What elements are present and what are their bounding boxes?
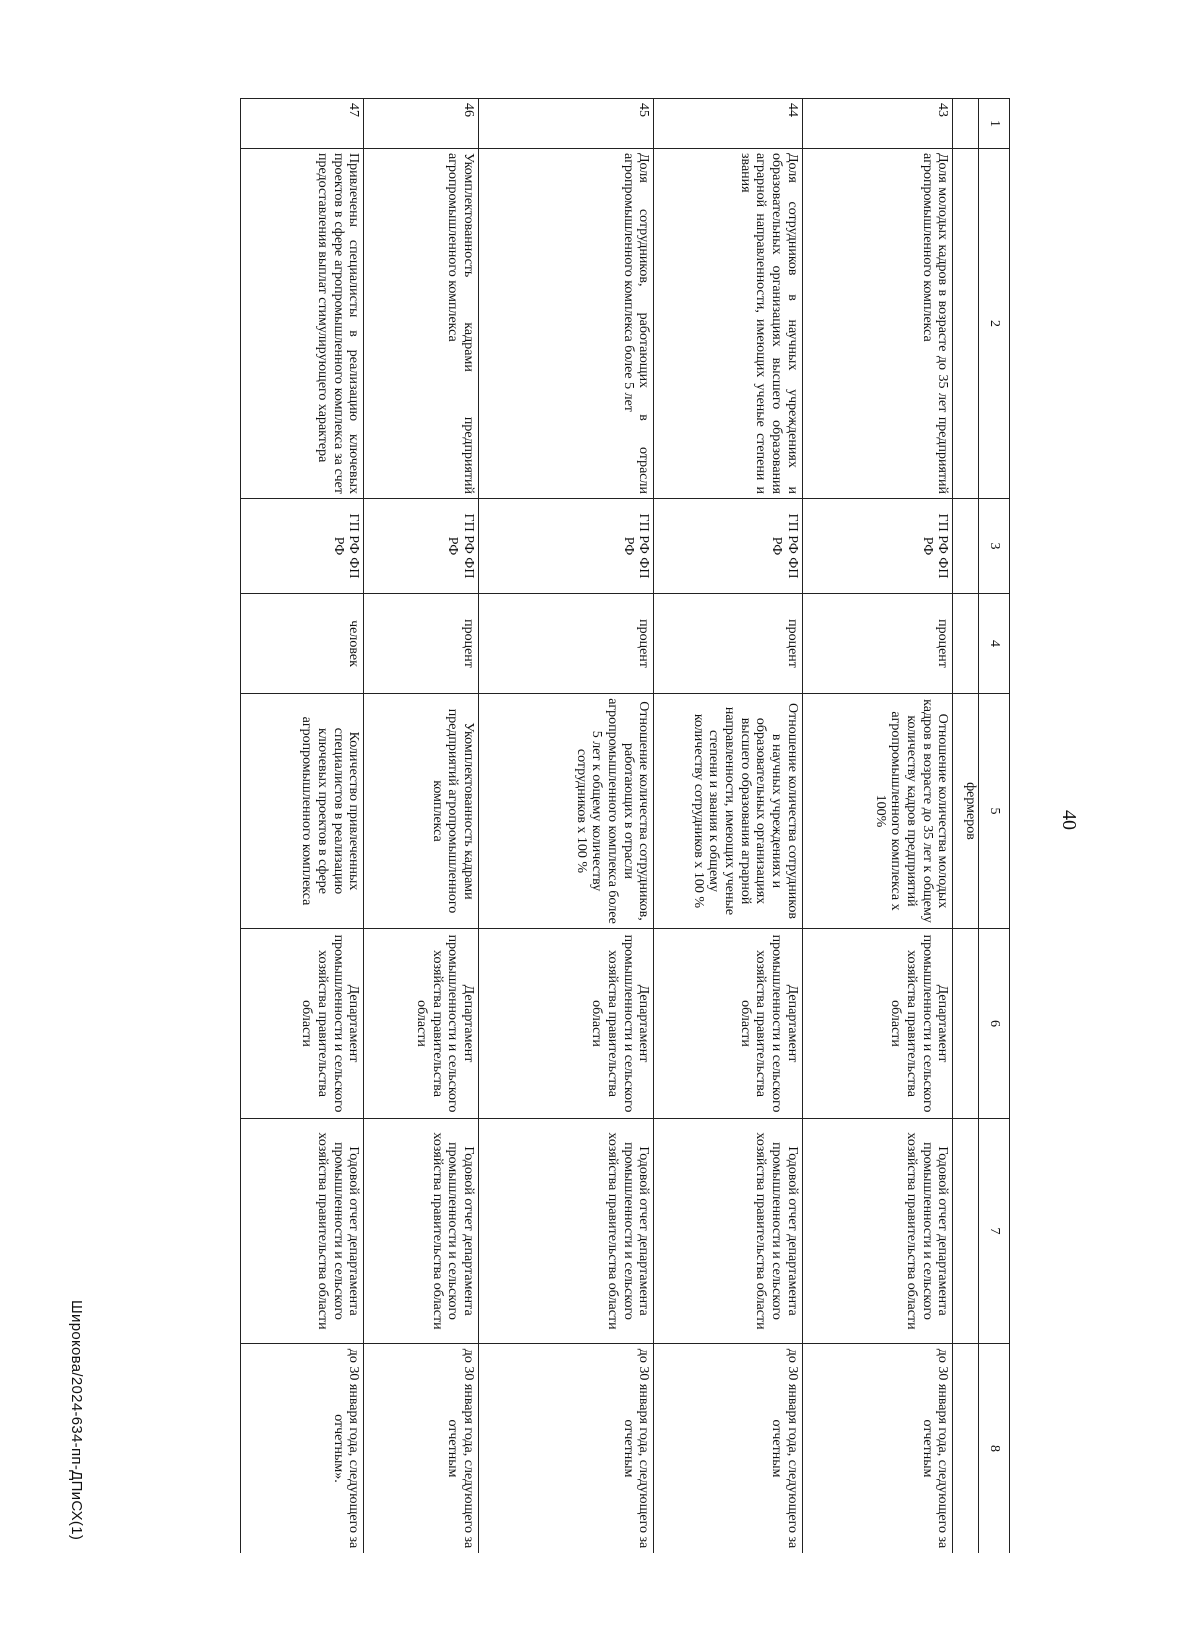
calculation-method: Отношение количества сотрудников в научных учреждениях и образовательных организациях высшего образования аграрной направленности, имеющих ученые степени и звания к общему количеству сотрудников x 100 % [654,694,802,929]
row-number: 44 [654,99,802,149]
indicator-name: Укомплектованность кадрами предприятий агропромышленного комплекса [364,149,478,499]
report-form: Годовой отчет департамента промышленности и сельского хозяйства правительства области [364,1119,478,1344]
col-header-3: 3 [979,499,1010,594]
indicator-basis: ГП РФ ФП РФ [364,499,478,594]
report-form: Годовой отчет департамента промышленности и сельского хозяйства правительства области [241,1119,364,1344]
col-header-8: 8 [979,1344,1010,1554]
data-source: Департамент промышленности и сельского хозяйства правительства области [802,929,953,1119]
data-source: Департамент промышленности и сельского хозяйства правительства области [654,929,802,1119]
indicator-basis: ГП РФ ФП РФ [802,499,953,594]
report-form: Годовой отчет департамента промышленности и сельского хозяйства правительства области [478,1119,654,1344]
data-source: Департамент промышленности и сельского хозяйства правительства области [364,929,478,1119]
row-number: 47 [241,99,364,149]
data-source: Департамент промышленности и сельского хозяйства правительства области [241,929,364,1119]
indicator-basis: ГП РФ ФП РФ [478,499,654,594]
page-number: 40 [1058,810,1080,830]
row-number: 46 [364,99,478,149]
deadline: до 30 января года, следующего за отчетным [654,1344,802,1554]
data-source: Департамент промышленности и сельского хозяйства правительства области [478,929,654,1119]
deadline: до 30 января года, следующего за отчетным [364,1344,478,1554]
indicator-unit: процент [364,594,478,694]
indicator-name: Привлечены специалисты в реализацию ключевых проектов в сфере агропромышленного комплекса за счет предоставления выплат стимулирующего характера [241,149,364,499]
col-header-4: 4 [979,594,1010,694]
table-row [478,99,654,1554]
col-header-2: 2 [979,149,1010,499]
deadline: до 30 января года, следующего за отчетным [802,1344,953,1554]
indicator-unit: человек [241,594,364,694]
table-row [654,99,802,1554]
indicator-basis: ГП РФ ФП РФ [241,499,364,594]
calculation-method: Укомплектованность кадрами предприятий агропромышленного комплекса [364,694,478,929]
table-row [241,99,364,1554]
indicator-basis: ГП РФ ФП РФ [654,499,802,594]
col-header-7: 7 [979,1119,1010,1344]
col-header-1: 1 [979,99,1010,149]
calculation-method: Отношение количества сотрудников, работающих в отрасли агропромышленного комплекса более 5 лет к общему количеству сотрудников x 100 % [478,694,654,929]
document-code: Широкова/2024-634-пп-ДПиСХ(1) [68,1300,85,1541]
report-form: Годовой отчет департамента промышленности и сельского хозяйства правительства области [802,1119,953,1344]
deadline: до 30 января года, следующего за отчетным [478,1344,654,1554]
calculation-method: Количество привлеченных специалистов в реализацию ключевых проектов в сфере агропромышленного комплекса [241,694,364,929]
col-header-6: 6 [979,929,1010,1119]
row-number: 43 [802,99,953,149]
report-form: Годовой отчет департамента промышленности и сельского хозяйства правительства области [654,1119,802,1344]
table-row [802,99,953,1554]
indicator-unit: процент [478,594,654,694]
deadline: до 30 января года, следующего за отчетным». [241,1344,364,1554]
indicator-table [240,98,1010,1553]
column-number-header [979,99,1010,1554]
row-number: 45 [478,99,654,149]
indicator-table-wrapper [240,98,1010,1553]
continuation-row [953,99,979,1554]
indicator-name: Доля молодых кадров в возрасте до 35 лет предприятий агропромышленного комплекса [802,149,953,499]
calculation-method: Отношение количества молодых кадров в возрасте до 35 лет к общему количеству кадров предприятий агропромышленного комплекса x 100% [802,694,953,929]
indicator-name: Доля сотрудников в научных учреждениях и образовательных организациях высшего образования аграрной направленности, имеющих ученые степени и звания [654,149,802,499]
table-row [364,99,478,1554]
col-header-5: 5 [979,694,1010,929]
indicator-unit: процент [654,594,802,694]
indicator-name: Доля сотрудников, работающих в отрасли агропромышленного комплекса более 5 лет [478,149,654,499]
indicator-unit: процент [802,594,953,694]
continuation-text: фермеров [953,694,979,929]
